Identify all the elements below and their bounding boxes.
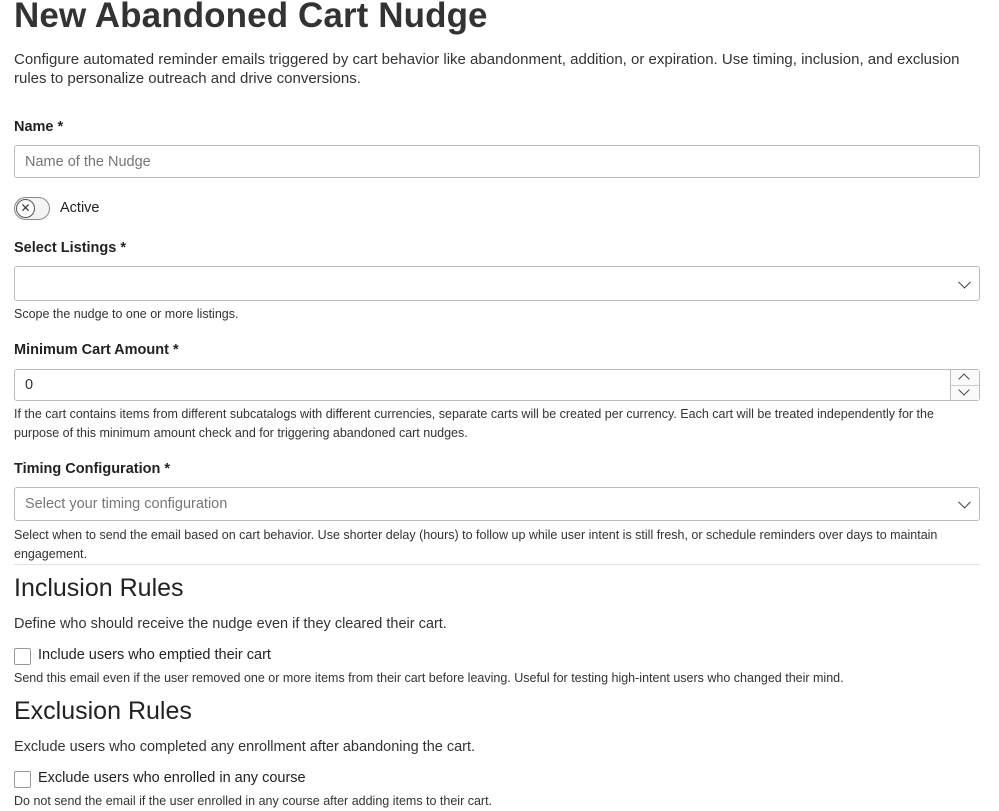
name-input[interactable] [14, 145, 980, 178]
close-icon: ✕ [16, 199, 35, 218]
page-title: New Abandoned Cart Nudge [14, 0, 488, 35]
exclude-enrolled-label: Exclude users who enrolled in any course [38, 770, 306, 786]
exclusion-subtitle: Exclude users who completed any enrollment after abandoning the cart. [14, 739, 476, 755]
chevron-down-icon [958, 275, 971, 288]
stepper-up-icon[interactable] [951, 370, 979, 386]
exclusion-help: Do not send the email if the user enrolled in any course after adding items to their cart. [14, 794, 493, 808]
include-emptied-cart-label: Include users who emptied their cart [38, 647, 271, 663]
listings-label: Select Listings * [14, 240, 127, 256]
chevron-down-icon [958, 496, 971, 509]
min-cart-label: Minimum Cart Amount * [14, 342, 179, 358]
page-description: Configure automated reminder emails triggered by cart behavior like abandonment, addition, or expiration. Use timing, inclusion, and exclusion rules to personalize outreach and drive conversions. [14, 51, 960, 87]
min-cart-input[interactable] [14, 369, 980, 401]
inclusion-heading: Inclusion Rules [14, 574, 184, 602]
active-toggle[interactable] [14, 197, 50, 220]
timing-select[interactable] [14, 487, 980, 521]
inclusion-subtitle: Define who should receive the nudge even if they cleared their cart. [14, 616, 447, 632]
name-label: Name * [14, 119, 64, 135]
exclusion-heading: Exclusion Rules [14, 697, 192, 725]
exclude-enrolled-option[interactable] [14, 770, 980, 790]
inclusion-help: Send this email even if the user removed one or more items from their cart before leaving. Useful for testing high-intent users who changed their mind. [14, 671, 844, 685]
include-emptied-cart-option[interactable] [14, 647, 980, 667]
number-stepper[interactable] [950, 370, 979, 400]
stepper-down-icon[interactable] [951, 385, 979, 400]
section-divider [14, 564, 980, 565]
timing-help: Select when to send the email based on cart behavior. Use shorter delay (hours) to follow up while user intent is still fresh, or schedule reminders over days to maintain engagement. [14, 528, 938, 561]
timing-placeholder: Select your timing configuration [25, 496, 228, 512]
listings-select[interactable] [14, 266, 980, 301]
listings-help: Scope the nudge to one or more listings. [14, 307, 239, 321]
exclude-enrolled-checkbox[interactable] [14, 771, 31, 788]
include-emptied-cart-checkbox[interactable] [14, 648, 31, 665]
min-cart-value: 0 [25, 377, 34, 393]
active-toggle-label: Active [60, 200, 100, 216]
timing-label: Timing Configuration * [14, 461, 170, 477]
min-cart-help: If the cart contains items from different subcatalogs with different currencies, separate carts will be created per currency. Each cart will be treated independently for the purpose of this minimum amount check and for triggering abandoned cart nudges. [14, 407, 934, 440]
